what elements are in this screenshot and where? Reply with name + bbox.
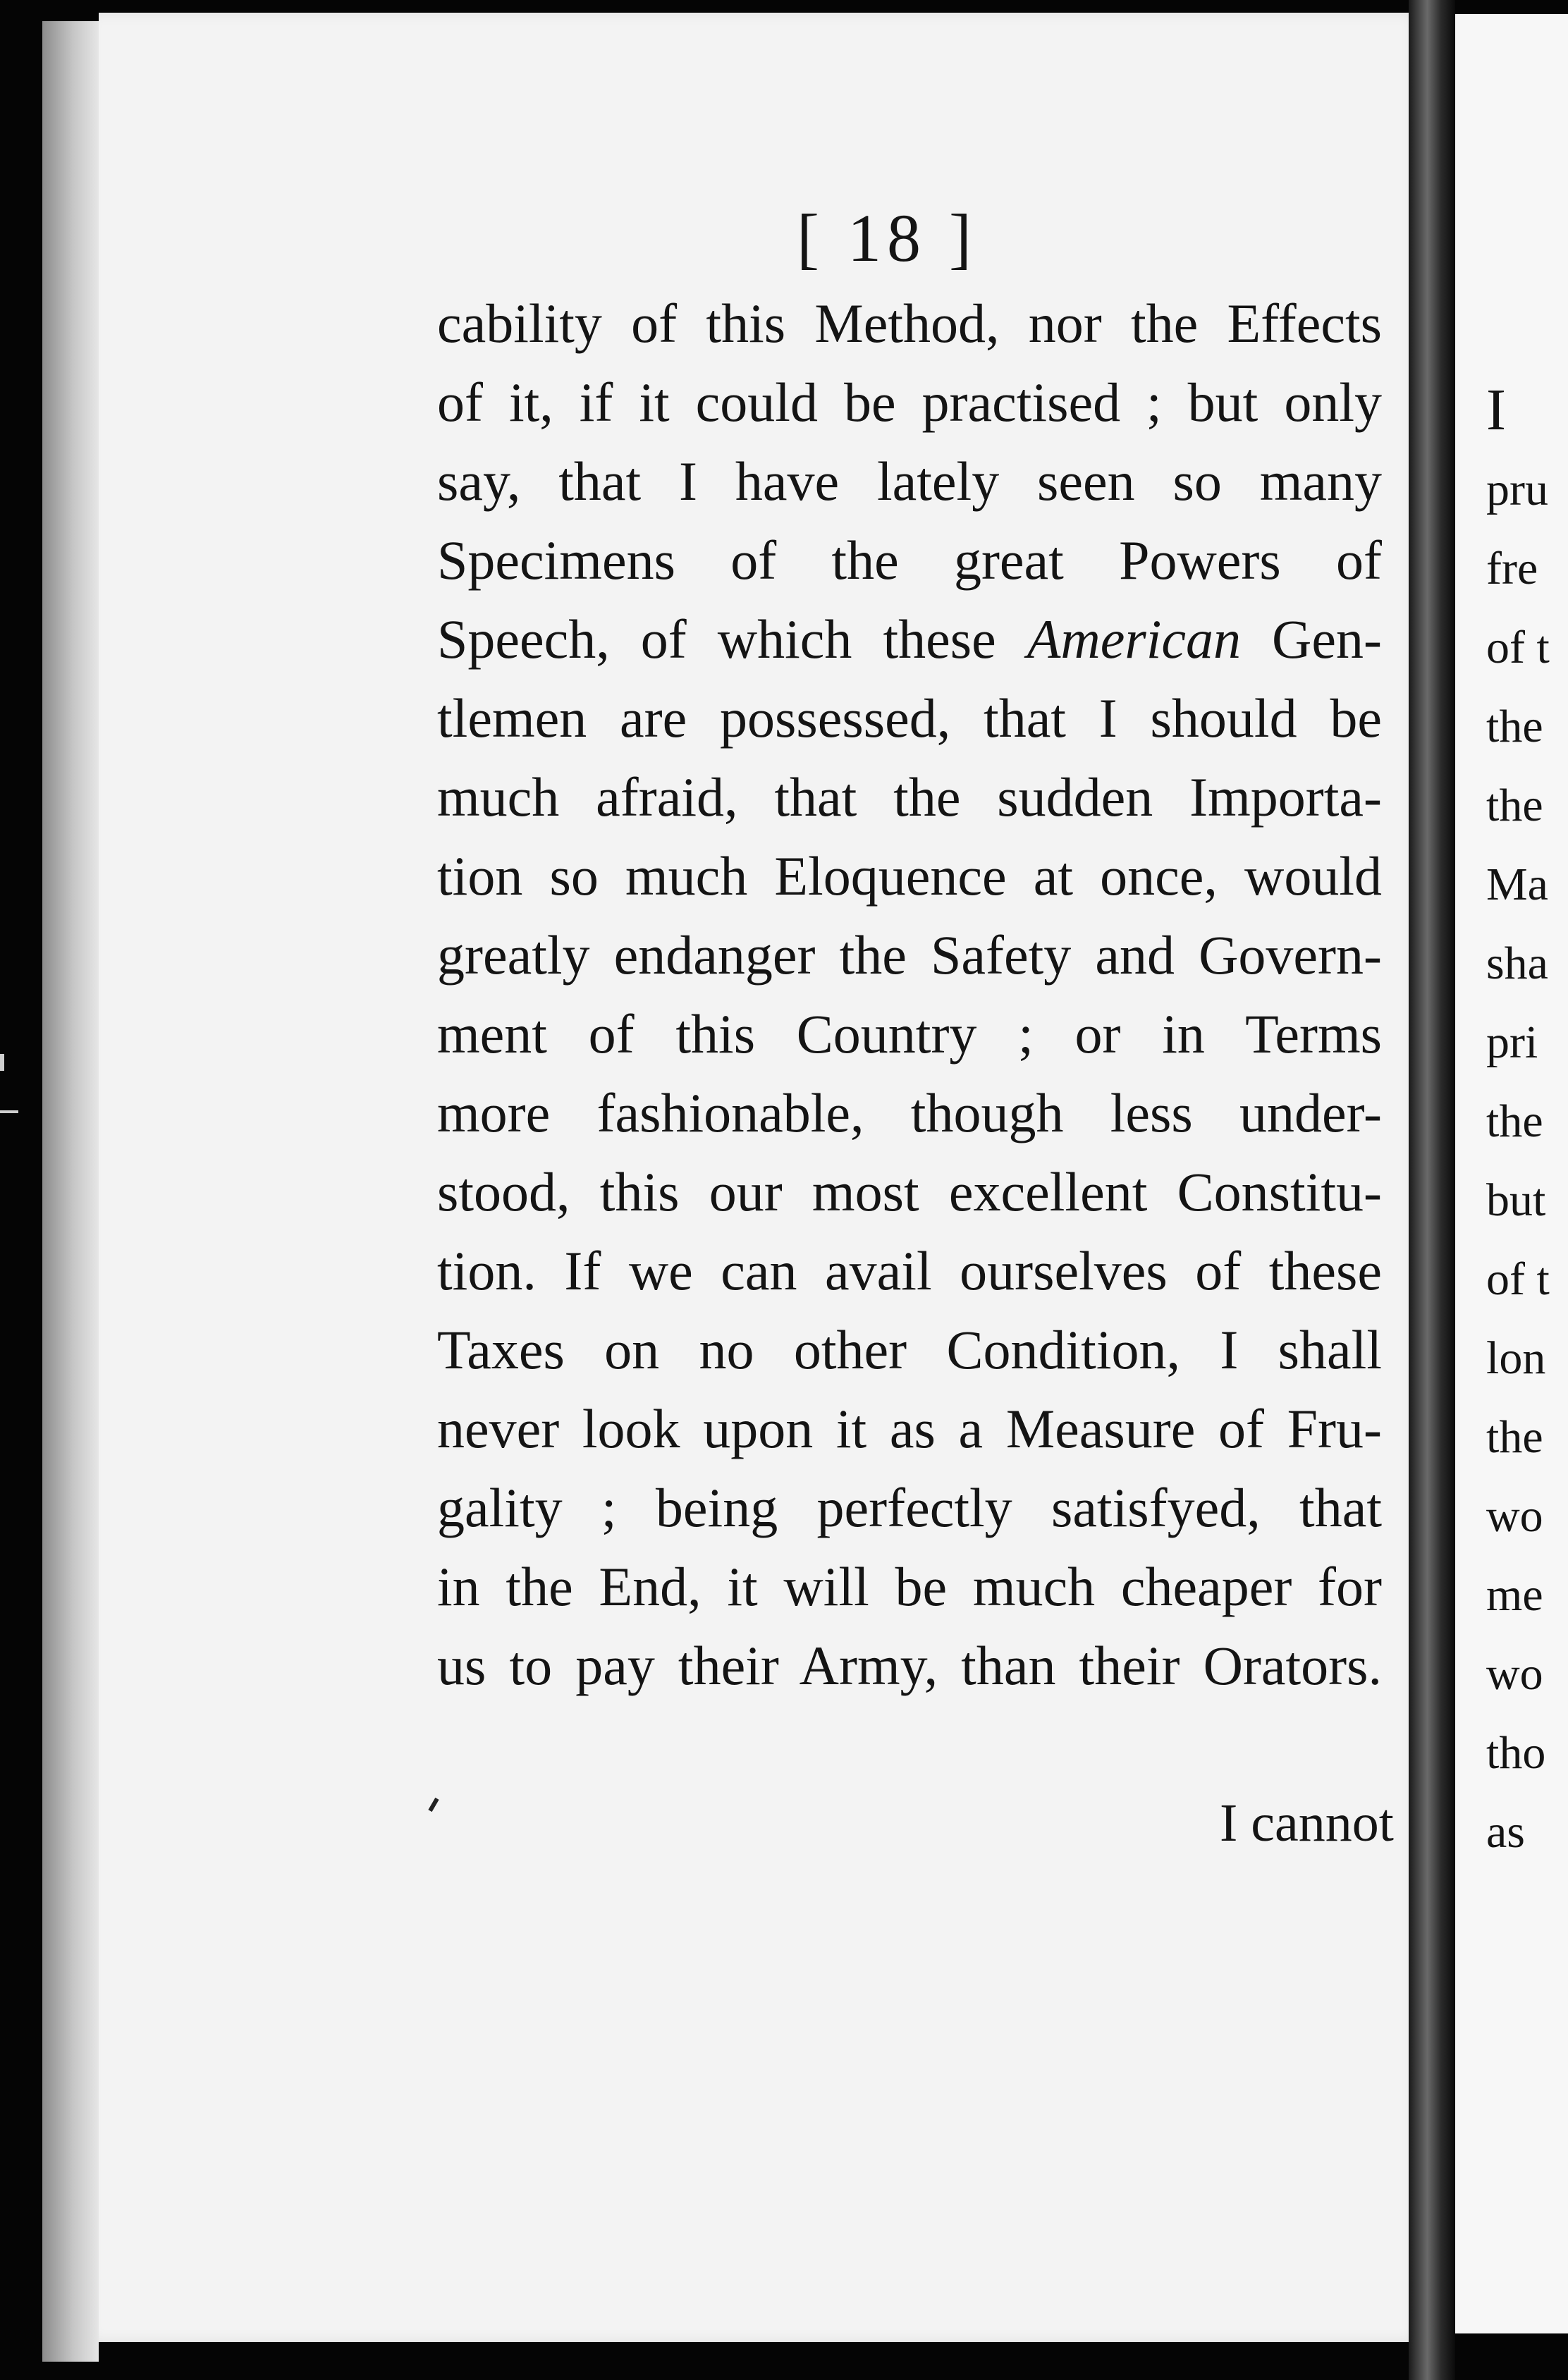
facing-page-text	[1486, 381, 1568, 2284]
text-line: of it, if it could be practised ; but only	[437, 372, 1382, 433]
facing-line: fre	[1486, 543, 1538, 594]
text-line: tion. If we can avail ourselves of these	[437, 1240, 1382, 1301]
facing-line: tho	[1486, 1727, 1546, 1779]
text-line: Taxes on no other Condition, I shall	[437, 1319, 1382, 1380]
text-line: in the End, it will be much cheaper for	[437, 1556, 1382, 1617]
facing-line: Ma	[1486, 859, 1548, 910]
facing-line: of t	[1486, 622, 1550, 673]
text-line: gality ; being perfectly satisfyed, that	[437, 1477, 1382, 1538]
catchword: I cannot	[1220, 1793, 1394, 1853]
text-line: say, that I have lately seen so many	[437, 450, 1382, 512]
facing-line: pri	[1486, 1017, 1538, 1068]
text-line: much afraid, that the sudden Importa-	[437, 766, 1382, 828]
facing-line: sha	[1486, 938, 1548, 989]
text-line: stood, this our most excellent Constitu-	[437, 1161, 1382, 1222]
italic-word: American	[1027, 608, 1242, 670]
text-line: tion so much Eloquence at once, would	[437, 845, 1382, 907]
text-line: us to pay their Army, than their Orators.	[437, 1635, 1382, 1696]
facing-line: but	[1486, 1174, 1546, 1226]
text-line: Specimens of the great Powers of	[437, 529, 1382, 591]
facing-line: the	[1486, 701, 1543, 752]
text-line	[437, 608, 1382, 670]
text-line: more fashionable, though less under-	[437, 1082, 1382, 1143]
facing-line: wo	[1486, 1648, 1543, 1700]
scan-edge-mark	[0, 1054, 4, 1071]
facing-line: of t	[1486, 1253, 1550, 1305]
scan-edge-mark	[0, 1110, 18, 1113]
page-edge-gutter	[42, 21, 99, 2362]
facing-line: I	[1486, 381, 1506, 443]
text-line: cability of this Method, nor the Effects	[437, 293, 1382, 354]
facing-line: the	[1486, 1411, 1543, 1463]
page-number: [ 18 ]	[797, 200, 977, 276]
text-segment: Gen-	[1241, 608, 1382, 670]
text-line: greatly endanger the Safety and Govern-	[437, 924, 1382, 986]
facing-line: wo	[1486, 1490, 1543, 1542]
text-segment: Speech, of which these	[437, 608, 1027, 670]
facing-line: lon	[1486, 1332, 1546, 1384]
text-line: ment of this Country ; or in Terms	[437, 1003, 1382, 1065]
facing-line: the	[1486, 1096, 1543, 1147]
book-binding	[1409, 0, 1455, 2380]
facing-line: the	[1486, 780, 1543, 831]
text-line: never look upon it as a Measure of Fru-	[437, 1398, 1382, 1459]
facing-line: as	[1486, 1806, 1525, 1858]
facing-line: pru	[1486, 464, 1548, 515]
text-line: tlemen are possessed, that I should be	[437, 687, 1382, 749]
facing-line: me	[1486, 1569, 1543, 1621]
